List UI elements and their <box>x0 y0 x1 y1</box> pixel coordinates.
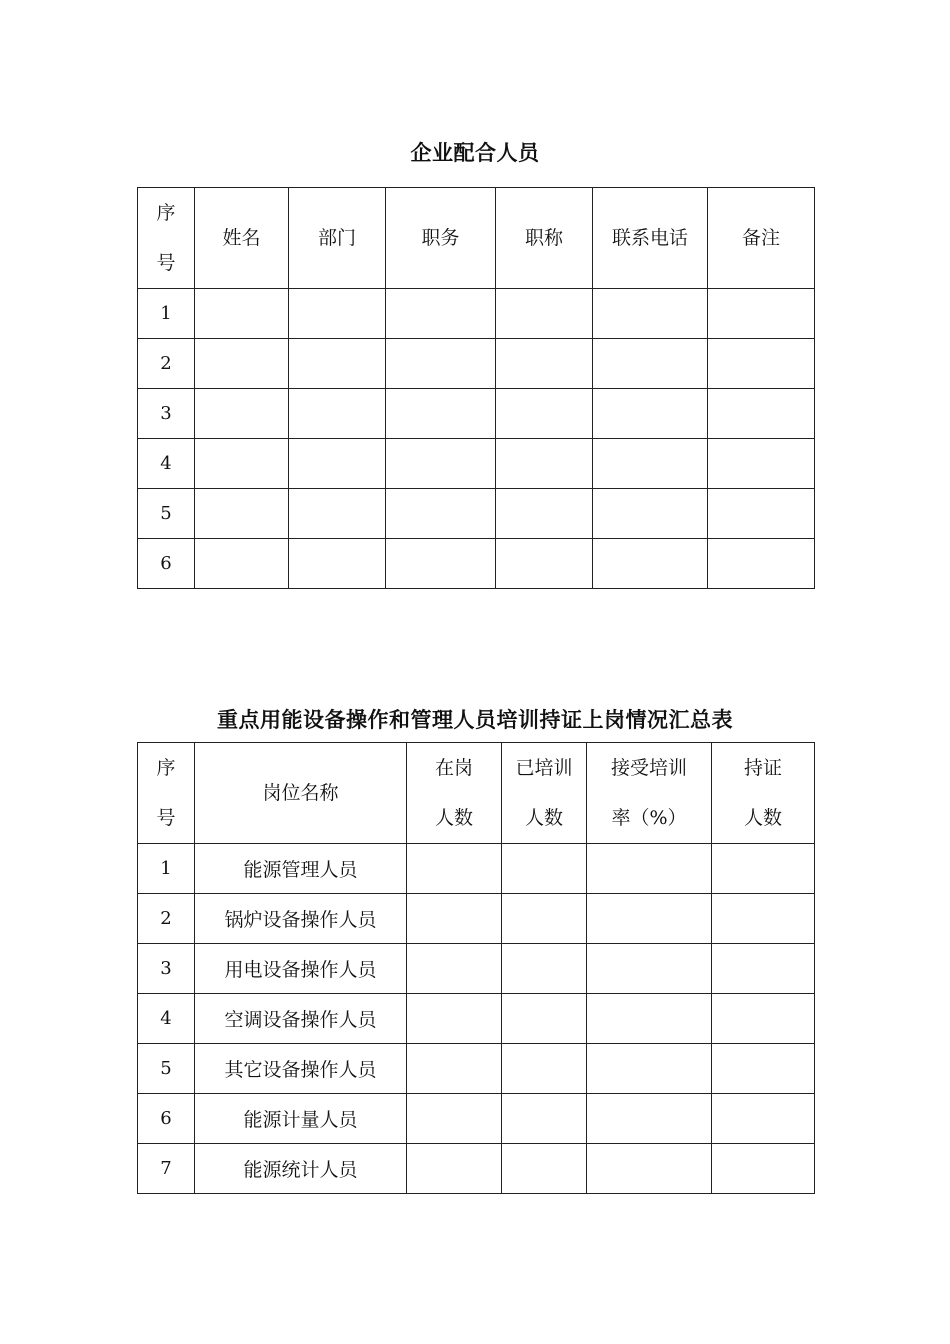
col-header-rate-line2: 率（%） <box>611 807 687 829</box>
cell-onpost <box>407 1144 502 1194</box>
cell-rank <box>496 439 593 489</box>
cell-onpost <box>407 944 502 994</box>
cell-position <box>386 339 496 389</box>
cell-remark <box>708 489 815 539</box>
cell-position <box>386 439 496 489</box>
cell-trained <box>502 1144 587 1194</box>
cell-remark <box>708 539 815 589</box>
col-header-remark: 备注 <box>708 188 815 289</box>
cell-cert <box>712 1094 815 1144</box>
table-header-row <box>138 188 815 289</box>
cell-cert <box>712 894 815 944</box>
row-seq-cell: 5 <box>138 489 195 539</box>
cell-name <box>195 389 289 439</box>
col-header-rate-line1: 接受培训 <box>610 757 687 779</box>
row-post-name-cell: 能源管理人员 <box>195 844 407 894</box>
cell-rate <box>587 1094 712 1144</box>
cell-name <box>195 289 289 339</box>
cell-cert <box>712 844 815 894</box>
row-seq-cell: 2 <box>138 894 195 944</box>
cell-remark <box>708 289 815 339</box>
col-header-cert-line1: 持证 <box>743 757 782 779</box>
cell-trained <box>502 1094 587 1144</box>
cell-phone <box>593 289 708 339</box>
cell-phone <box>593 389 708 439</box>
cell-rate <box>587 844 712 894</box>
col-header-cert-count <box>712 743 815 844</box>
cell-position <box>386 539 496 589</box>
col-header-post-name: 岗位名称 <box>195 743 407 844</box>
row-seq-cell: 7 <box>138 1144 195 1194</box>
cell-trained <box>502 944 587 994</box>
table-row <box>138 389 815 439</box>
col-header-seq-line2: 号 <box>156 807 176 829</box>
table-row <box>138 944 815 994</box>
table-row <box>138 489 815 539</box>
cell-cert <box>712 994 815 1044</box>
cell-rate <box>587 994 712 1044</box>
cell-onpost <box>407 1044 502 1094</box>
cell-trained <box>502 1044 587 1094</box>
cell-rank <box>496 339 593 389</box>
col-header-rank: 职称 <box>496 188 593 289</box>
cell-position <box>386 389 496 439</box>
cell-cert <box>712 1044 815 1094</box>
cell-remark <box>708 439 815 489</box>
table-header-row <box>138 743 815 844</box>
row-seq-cell: 3 <box>138 389 195 439</box>
col-header-seq-line1: 序 <box>156 202 176 224</box>
table-row <box>138 1144 815 1194</box>
col-header-cert-line2: 人数 <box>743 807 782 829</box>
cell-onpost <box>407 1094 502 1144</box>
row-seq-cell: 6 <box>138 1094 195 1144</box>
table2-title: 重点用能设备操作和管理人员培训持证上岗情况汇总表 <box>217 708 733 732</box>
row-seq-cell: 1 <box>138 289 195 339</box>
cell-onpost <box>407 994 502 1044</box>
row-seq-cell: 1 <box>138 844 195 894</box>
table-row <box>138 339 815 389</box>
cell-dept <box>289 339 386 389</box>
cell-rank <box>496 489 593 539</box>
col-header-trained-line2: 人数 <box>524 807 563 829</box>
col-header-dept: 部门 <box>289 188 386 289</box>
row-seq-cell: 4 <box>138 439 195 489</box>
table-row <box>138 439 815 489</box>
cell-onpost <box>407 844 502 894</box>
table-row <box>138 1044 815 1094</box>
table-row <box>138 894 815 944</box>
table1-title: 企业配合人员 <box>410 141 540 165</box>
cell-phone <box>593 439 708 489</box>
cell-cert <box>712 944 815 994</box>
row-post-name-cell: 能源计量人员 <box>195 1094 407 1144</box>
cell-remark <box>708 339 815 389</box>
cell-rank <box>496 389 593 439</box>
table-row <box>138 539 815 589</box>
col-header-training-rate <box>587 743 712 844</box>
row-post-name-cell: 其它设备操作人员 <box>195 1044 407 1094</box>
col-header-seq-line1: 序 <box>156 757 176 779</box>
cell-remark <box>708 389 815 439</box>
col-header-seq-line2: 号 <box>156 252 176 274</box>
cell-position <box>386 489 496 539</box>
col-header-seq <box>138 188 195 289</box>
cell-dept <box>289 289 386 339</box>
row-seq-cell: 3 <box>138 944 195 994</box>
cell-rank <box>496 539 593 589</box>
row-seq-cell: 4 <box>138 994 195 1044</box>
col-header-onpost-line2: 人数 <box>434 807 473 829</box>
cell-rate <box>587 944 712 994</box>
cell-phone <box>593 489 708 539</box>
row-post-name-cell: 用电设备操作人员 <box>195 944 407 994</box>
col-header-trained-line1: 已培训 <box>515 757 573 779</box>
row-seq-cell: 5 <box>138 1044 195 1094</box>
cell-rank <box>496 289 593 339</box>
cell-rate <box>587 1144 712 1194</box>
cell-name <box>195 439 289 489</box>
col-header-onpost-count <box>407 743 502 844</box>
cell-rate <box>587 894 712 944</box>
col-header-trained-count <box>502 743 587 844</box>
cell-dept <box>289 389 386 439</box>
row-seq-cell: 6 <box>138 539 195 589</box>
row-seq-cell: 2 <box>138 339 195 389</box>
col-header-name: 姓名 <box>195 188 289 289</box>
cell-dept <box>289 439 386 489</box>
col-header-onpost-line1: 在岗 <box>434 757 473 779</box>
cell-phone <box>593 539 708 589</box>
table-row <box>138 994 815 1044</box>
training-summary-table <box>137 742 815 1194</box>
cell-name <box>195 339 289 389</box>
col-header-seq <box>138 743 195 844</box>
cell-name <box>195 489 289 539</box>
table-row <box>138 844 815 894</box>
cell-position <box>386 289 496 339</box>
row-post-name-cell: 能源统计人员 <box>195 1144 407 1194</box>
row-post-name-cell: 空调设备操作人员 <box>195 994 407 1044</box>
col-header-phone: 联系电话 <box>593 188 708 289</box>
cell-cert <box>712 1144 815 1194</box>
cell-trained <box>502 844 587 894</box>
cell-dept <box>289 489 386 539</box>
cell-phone <box>593 339 708 389</box>
cell-dept <box>289 539 386 589</box>
cell-trained <box>502 994 587 1044</box>
cell-trained <box>502 894 587 944</box>
cell-name <box>195 539 289 589</box>
table-row <box>138 1094 815 1144</box>
enterprise-staff-table <box>137 187 815 589</box>
cell-rate <box>587 1044 712 1094</box>
col-header-position: 职务 <box>386 188 496 289</box>
table-row <box>138 289 815 339</box>
cell-onpost <box>407 894 502 944</box>
row-post-name-cell: 锅炉设备操作人员 <box>195 894 407 944</box>
